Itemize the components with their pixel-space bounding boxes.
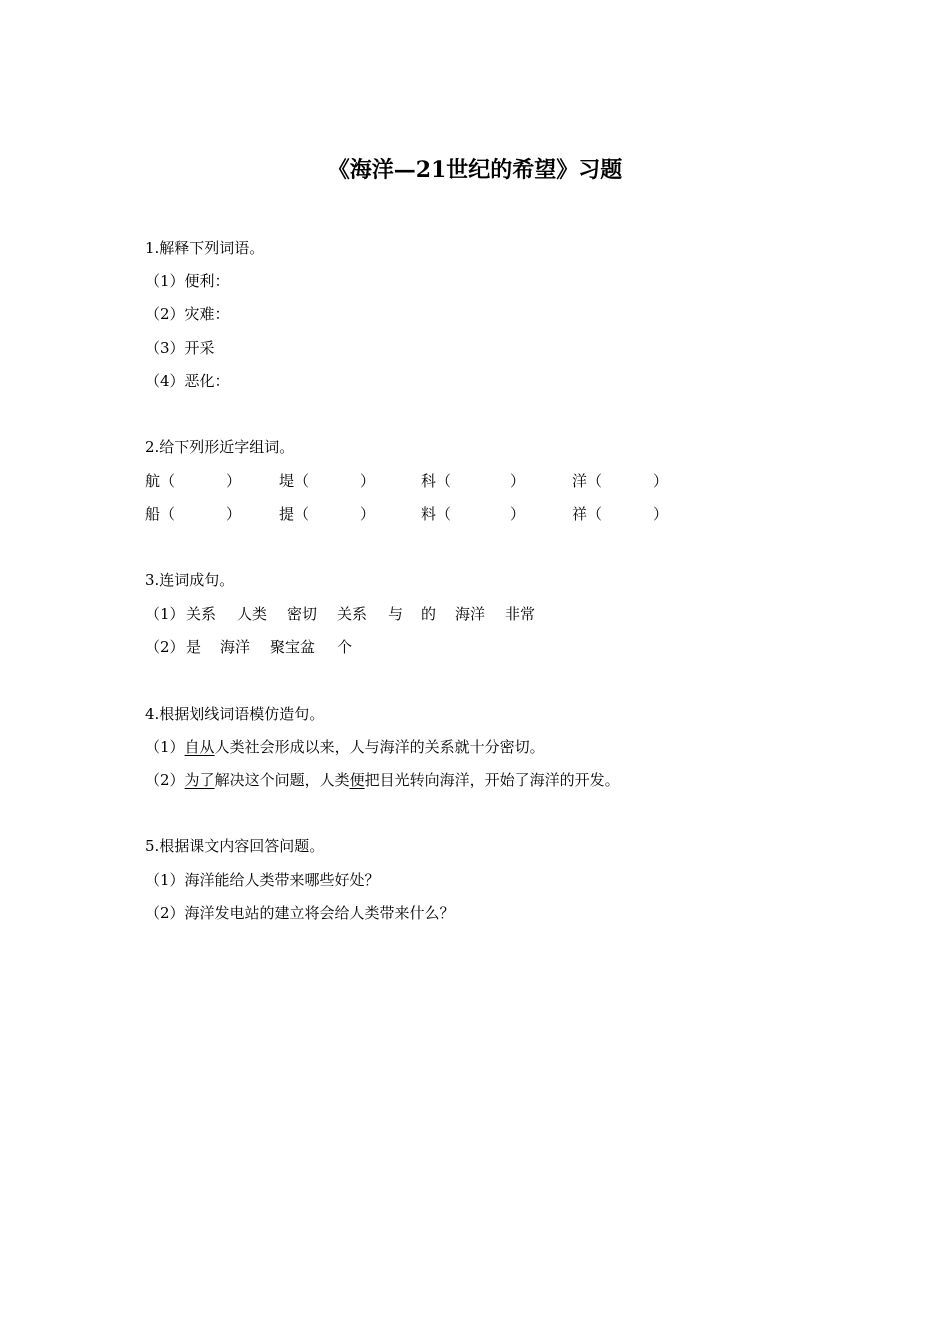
q2-row2-char-3: 料 [421, 505, 437, 523]
q2-row1-open-3: （ [436, 472, 452, 490]
q5-item-2: （2）海洋发电站的建立将会给人类带来什么？ [145, 904, 455, 922]
q4-item-1-underlined-word: 自从 [184, 738, 215, 756]
q3-item-1-word-6: 的 [421, 605, 437, 623]
q4-item-1-rest: 人类社会形成以来，人与海洋的关系就十分密切。 [214, 738, 545, 756]
q4-heading: 4.根据划线词语模仿造句。 [145, 705, 325, 723]
q3-item-1-word-3: 密切 [287, 605, 318, 623]
q1-item-3: （3）开采 [145, 339, 215, 357]
q4-item-2-prefix: （2） [145, 771, 185, 789]
q3-heading: 3.连词成句。 [145, 571, 235, 589]
q2-heading: 2.给下列形近字组词。 [145, 438, 295, 456]
q2-row1-char-4: 洋 [572, 472, 588, 490]
q2-row2-close-1: ） [226, 505, 242, 523]
q2-row1-close-2: ） [360, 472, 376, 490]
q2-row1-open-2: （ [294, 472, 310, 490]
q3-item-1-word-1: 关系 [186, 605, 217, 623]
q3-item-1-word-7: 海洋 [455, 605, 486, 623]
q2-row1-close-3: ） [510, 472, 526, 490]
q2-row1-char-3: 科 [421, 472, 437, 490]
q3-item-2-word-2: 海洋 [220, 638, 251, 656]
q3-item-1-word-2: 人类 [237, 605, 268, 623]
q4-item-2-underlined-word-1: 为了 [184, 771, 215, 789]
q5-heading: 5.根据课文内容回答问题。 [145, 837, 325, 855]
q3-item-2-word-1: 是 [186, 638, 202, 656]
q4-item-2-rest: 把目光转向海洋，开始了海洋的开发。 [364, 771, 620, 789]
q2-row2-char-2: 提 [279, 505, 295, 523]
q3-item-2-word-4: 个 [337, 638, 353, 656]
q2-row1-open-1: （ [160, 472, 176, 490]
q2-row2-open-2: （ [294, 505, 310, 523]
q3-item-1-prefix: （1） [145, 605, 185, 623]
q2-row1-close-4: ） [653, 472, 669, 490]
q4-item-2 [145, 770, 620, 790]
q2-row2-char-1: 船 [145, 505, 161, 523]
q2-row2-open-1: （ [160, 505, 176, 523]
q5-item-1: （1）海洋能给人类带来哪些好处？ [145, 871, 380, 889]
document-title: 《海洋—21世纪的希望》习题 [327, 157, 623, 183]
q2-row1-open-4: （ [587, 472, 603, 490]
q2-row2-open-4: （ [587, 505, 603, 523]
q3-item-1-word-4: 关系 [337, 605, 368, 623]
q3-item-1-word-5: 与 [388, 605, 404, 623]
q3-item-2-prefix: （2） [145, 638, 185, 656]
q1-item-1: （1）便利： [145, 272, 230, 290]
q3-item-2-word-3: 聚宝盆 [270, 638, 316, 656]
q1-item-2: （2）灾难： [145, 305, 230, 323]
q2-row2-close-2: ） [360, 505, 376, 523]
q2-row1-close-1: ） [226, 472, 242, 490]
q3-item-1-word-8: 非常 [505, 605, 536, 623]
q2-row2-open-3: （ [436, 505, 452, 523]
q4-item-1-prefix: （1） [145, 738, 185, 756]
q2-row2-close-4: ） [653, 505, 669, 523]
q2-row1-char-2: 堤 [279, 472, 295, 490]
q2-row2-close-3: ） [510, 505, 526, 523]
q1-item-4: （4）恶化： [145, 372, 230, 390]
q2-row1-char-1: 航 [145, 472, 161, 490]
q1-heading: 1.解释下列词语。 [145, 239, 265, 257]
q2-row2-char-4: 祥 [572, 505, 588, 523]
q4-item-1 [145, 737, 545, 757]
q4-item-2-mid: 解决这个问题，人类 [214, 771, 350, 789]
q4-item-2-underlined-word-2: 便 [349, 771, 365, 789]
